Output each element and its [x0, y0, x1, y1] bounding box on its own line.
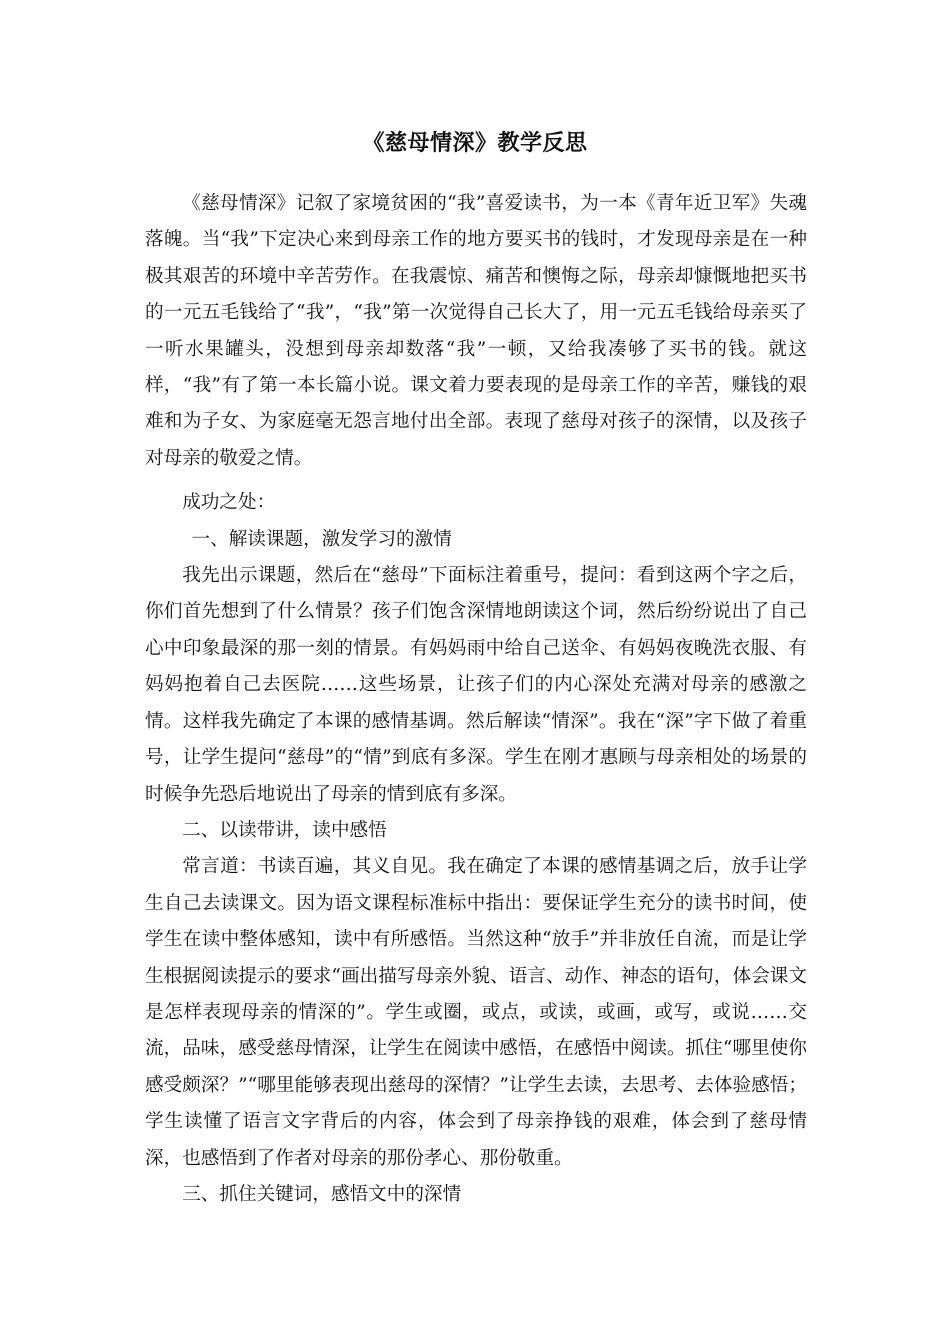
document-body — [145, 186, 807, 1213]
section-heading-2: 二、以读带讲，读中感悟 — [182, 819, 387, 841]
section-paragraph-2: 常言道：书读百遍，其义自见。我在确定了本课的感情基调之后，放手让学生自己去读课文。因为语文课程标准标中指出：要保证学生充分的读书时间，使学生在读中整体感知，读中有所感悟。当然这种“放手”并非放任自流，而是让学生根据阅读提示的要求“画出描写母亲外貌、语言、动作、神态的语句，体会课文是怎样表现母亲的情深的”。学生或圈，或点，或读，或画，或写，或说……交流，品味，感受慈母情深，让学生在阅读中感悟，在感悟中阅读。抓住“哪里使你感受颇深？”“哪里能够表现出慈母的深情？”让学生去读，去思考、去体验感悟；学生读懂了语言文字背后的内容，体会到了母亲挣钱的艰难，体会到了慈母情深，也感悟到了作者对母亲的那份孝心、那份敬重。 — [145, 856, 807, 1169]
section-paragraph-1: 我先出示课题，然后在“慈母”下面标注着重号，提问：看到这两个字之后，你们首先想到了什么情景？孩子们饱含深情地朗读这个词，然后纷纷说出了自己心中印象最深的那一刻的情景。有妈妈雨中给自己送伞、有妈妈夜晚洗衣服、有妈妈抱着自己去医院……这些场景，让孩子们的内心深处充满对母亲的感激之情。这样我先确定了本课的感情基调。然后解读“情深”。我在“深”字下做了着重号，让学生提问“慈母”的“情”到底有多深。学生在刚才惠顾与母亲相处的场景的时候争先恐后地说出了母亲的情到底有多深。 — [145, 565, 807, 805]
document-title: 《慈母情深》教学反思 — [362, 130, 588, 156]
intro-paragraph: 《慈母情深》记叙了家境贫困的“我”喜爱读书，为一本《青年近卫军》失魂落魄。当“我”下定决心来到母亲工作的地方要买书的钱时，才发现母亲是在一种极其艰苦的环境中辛苦劳作。在我震惊、痛苦和懊悔之际，母亲却慷慨地把买书的一元五毛钱给了“我”，“我”第一次觉得自己长大了，用一元五毛钱给母亲买了一听水果罐头，没想到母亲却数落“我”一顿，又给我凑够了买书的钱。就这样，“我”有了第一本长篇小说。课文着力要表现的是母亲工作的辛苦，赚钱的艰难和为子女、为家庭毫无怨言地付出全部。表现了慈母对孩子的深情，以及孩子对母亲的敬爱之情。 — [145, 193, 807, 469]
section-heading-3: 三、抓住关键词，感悟文中的深情 — [182, 1183, 462, 1205]
success-label: 成功之处： — [182, 492, 276, 514]
section-heading-1: 一、解读课题，激发学习的激情 — [191, 528, 452, 550]
